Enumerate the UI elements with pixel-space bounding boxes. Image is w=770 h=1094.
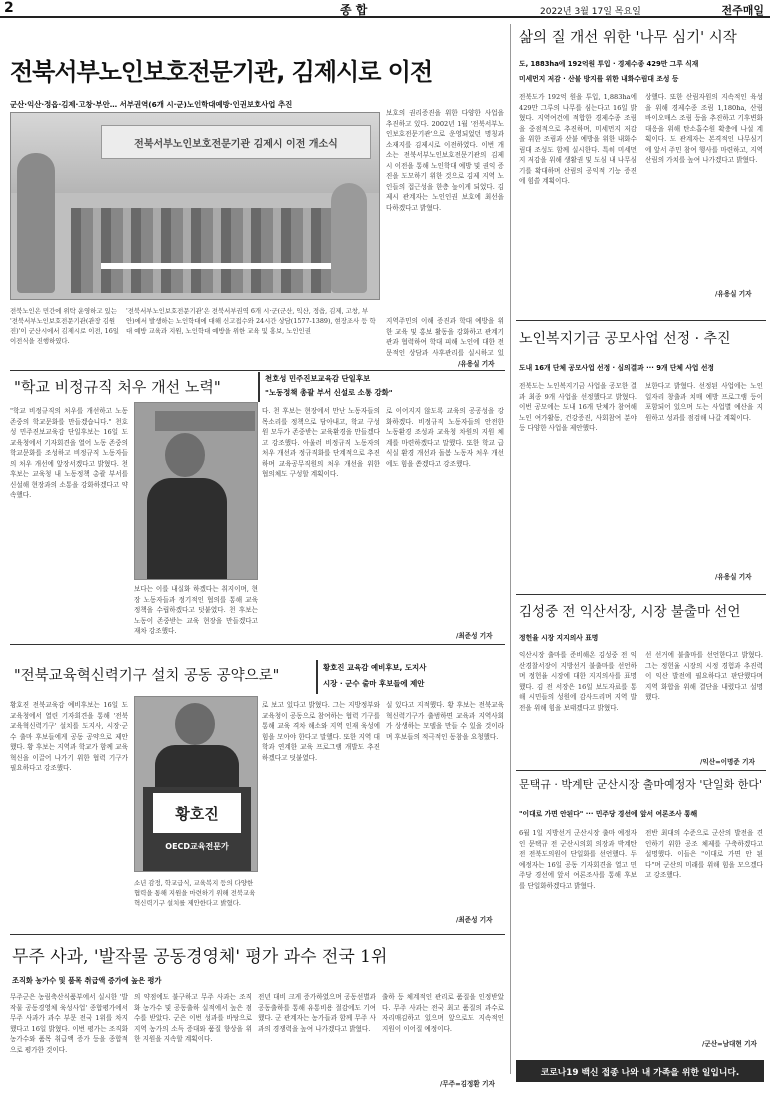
article-5-column-1: 황호진 전북교육감 예비후보는 16일 도교육청에서 열린 기자회견을 통해 '전북교육혁신력기구' 설치를 도지사, 시장·군수 출마 후보들에게 공동 공약으로 제안했다. 황 후보는 지역과 학교가 함께 교육혁신을 이끌어 나가기 위한 협력 기구가 필요하다고 강조했다. [10,701,128,772]
article-5-tag-line-1: 황호진 교육감 예비후보, 도지사 [323,663,427,672]
podium [143,787,251,871]
article-3-quote-headline: "학교 비정규직 처우 개선 노력" [14,378,221,396]
article-6-column-2: 전반 최대의 수준으로 군산의 발전을 견인하기 위한 공조 체제를 구축하겠다고 설명했다. 이들은 "이대로 가면 안 된다"며 군산의 미래를 위해 힘을 모으겠다고 강조했다. [645,829,763,879]
issue-date: 2022년 3월 17일 목요일 [540,7,641,17]
article-5-tag [316,660,504,694]
article-1-column-1: 보호의 권리증진을 위한 다양한 사업을 추진하고 있다. 2002년 1월 '전북서부노인보호전문기관'으로 운영되었던 명칭과 소재지를 김제시로 이전하였다. 이번 개소는 전북서부노인보호전문기관의 김제시 이전을 통해 노인학대 예방 및 권익 증진을 도모하기 위한 것으로 김제 지역 노인들의 접근성을 한층 높이게 되었다. 김제시 관계자는 노인인권 보호에 최선을 다하겠다고 밝혔다. [386,109,504,212]
article-7-headline: 무주 사과, '발작물 공동경영체' 평가 과수 전국 1위 [12,947,388,967]
article-6-headline: 문택규 · 박계탄 군산시장 출마예정자 '단일화 한다' [519,778,763,791]
vaccine-psa-banner: 코로나19 백신 접종 나와 내 가족을 위한 일입니다. [516,1060,764,1082]
candidate-name-sign: 황호진 [153,793,241,833]
page-number: 2 [4,0,14,16]
masthead [0,0,770,18]
article-3-portrait [134,402,258,580]
article-3-column-3: 로 이어지지 않도록 교육의 공공성을 강화하겠다. 비정규직 노동자들의 안전한 노동환경 조성과 교육청 차원의 지원 체계를 마련하겠다고 말했다. 또한 학교 급식실 환경 개선과 돌봄 노동자 처우 개선에도 힘을 쏟겠다고 강조했다. [386,407,504,468]
article-3-column-4: 보다는 이를 내실화 하겠다는 취지이며, 현장 노동자들과 정기적인 협의를 통해 교육정책을 수립하겠다고 덧붙였다. 천 후보는 노동이 존중받는 교육 현장을 만들겠다고 재차 강조했다. [134,585,258,634]
article-2-sub-2: 미세먼지 저감 · 산불 방지를 위한 내화수림대 조성 등 [519,75,679,83]
article-5-column-3: 실 있다고 지적했다. 황 후보는 전북교육혁신력기구가 출범하면 교육과 지역사회가 상생하는 모델을 만들 수 있을 것이라며 후보들의 적극적인 동참을 요청했다. [386,701,504,741]
paper-name: 전주매일 [721,4,764,17]
backdrop-sign [155,411,255,431]
mascot-figure-2 [331,183,367,293]
article-3-tag-line-2: "노동정책 총괄 부서 신설로 소통 강화" [265,388,393,397]
article-3-column-2: 다. 천 후보는 현장에서 만난 노동자들의 목소리를 정책으로 담아내고, 학교 구성원 모두가 존중받는 교육환경을 만들겠다고 강조했다. 아울러 비정규직 노동자의 처우 개선과 정규직화를 단계적으로 추진하며 교육공무직원의 처우 개선을 위한 협의체도 구성할 계획이다. [262,407,380,478]
article-7-column-4: 출하 등 체계적인 관리로 품질을 인정받았다. 무주 사과는 전국 최고 품질의 과수로 자리매김하고 있으며 앞으로도 지속적인 지원이 이어질 예정이다. [382,993,504,1033]
article-7-column-2: 의 약점에도 불구하고 무주 사과는 조직화 농가수 및 공동출하 실적에서 높은 점수를 받았다. 군은 이번 성과를 바탕으로 지역 농가의 소득 증대와 품질 향상을 위한 지원을 지속할 계획이다. [134,993,252,1043]
article-3-column-1: "학교 비정규직의 처우를 개선하고 노동 존중의 학교문화를 만들겠습니다." 천호성 민주진보교육감 단일후보는 16일 도교육청에서 기자회견을 열어 노동 존중의 학교문화를 조성하고 비정규직 노동자들의 처우 개선에 앞장서겠다고 밝혔다. 천 후보는 교육청 내 노동정책 총괄 부서를 신설해 현장과의 소통을 강화하겠다고 약속했다. [10,407,128,499]
attendees-group [71,208,331,293]
article-8-headline: 노인복지기금 공모사업 선정 · 추진 [519,331,731,347]
portrait-body [147,478,227,580]
portrait-body [155,745,239,787]
article-1-column-2: 지역주민의 이해 증진과 학대 예방을 위한 교육 및 홍보 활동을 강화하고 관계기관과 협력하여 학대 피해 노인에 대한 전문적인 상담과 사후관리를 실시하고 있 [386,317,504,356]
article-8-column-1: 전북도는 노인복지기금 사업을 공모한 결과 최종 9개 사업을 선정했다고 밝혔다. 이번 공모에는 도내 16개 단체가 참여해 노인 여가활동, 건강증진, 사회참여 분야 등 다양한 사업을 제안했다. [519,382,637,432]
article-2-sub-1: 도, 1883ha에 192억원 투입 · 경제수종 429만 그루 식재 [519,60,699,68]
article-2-headline: 삶의 질 개선 위한 '나무 심기' 시작 [519,30,737,46]
article-5-tag-line-2: 시장 · 군수 출마 후보들에 제안 [323,679,425,688]
article-7-byline: /무주=김정환 기자 [440,1080,495,1088]
ribbon [101,263,331,269]
mascot-figure [17,153,55,293]
article-1-byline: /유용실 기자 [458,360,495,368]
article-6-subheadline: "이대로 가면 안된다" ··· 민주당 경선에 앞서 여론조사 통해 [519,810,698,818]
article-7-subheadline: 조직화 농가수 및 품목 취급액 증가에 높은 평가 [12,976,162,985]
article-5-quote-headline: "전북교육혁신력기구 설치 공동 공약으로" [14,668,280,684]
section-name: 종 합 [340,3,368,17]
article-5-column-2: 로 보고 있다고 밝혔다. 그는 지방정부와 교육청이 공동으로 참여하는 협력 기구를 통해 교육 격차 해소와 지역 인재 육성에 힘을 모아야 한다고 말했다. 또한 지역 대학과 연계한 교육 프로그램 개발도 추진하겠다고 덧붙였다. [262,701,380,762]
article-1-caption: 전북노인은 민간에 위탁 운영하고 있는 '전북서부노인보호전문기관(관장 김원진)'이 군산시에서 김제시로 이전, 16일 이전식을 진행하였다. [10,307,119,345]
article-1-caption-2: '전북서부노인보호전문기관'은 전북서부권역 6개 시·군(군산, 익산, 정읍, 김제, 고창, 부안)에서 발생하는 노인학대에 대해 신고접수와 24시간 상담(1577-1389), 현장조사 등 학대 예방 교육과 지원, 노인학대 예방을 위한 교육 및 홍보, 노인인권 [126,307,376,335]
portrait-head [165,433,205,477]
podium-label: OECD교육전문가 [165,842,229,851]
article-7-column-1: 무주군은 농림축산식품부에서 실시한 '발작물 공동경영체 육성사업' 종합평가에서 무주 사과가 과수 부문 전국 1위를 차지했다고 16일 밝혔다. 이번 평가는 조직화 농가수와 품목 취급액 증가 등을 종합적으로 평가한 것이다. [10,993,128,1054]
portrait-head [175,703,215,745]
article-6-byline: /군산=남대현 기자 [702,1040,757,1048]
article-4-headline: 김성중 전 익산서장, 시장 불출마 선언 [519,604,741,620]
article-8-subheadline: 도내 16개 단체 공모사업 선정 · 심의결과 ··· 9개 단체 사업 선정 [519,364,714,372]
article-3-byline: /최준성 기자 [456,632,493,640]
article-4-byline: /익산=이명준 기자 [700,758,755,766]
article-5-byline: /최준성 기자 [456,916,493,924]
article-4-column-1: 익산시장 출마를 준비해온 김성중 전 익산경찰서장이 지방선거 불출마를 선언하며 정헌율 시장에 대한 지지의사를 표명했다. 김 전 서장은 16일 보도자료를 통해 시민들의 성원에 감사드리며 지역 발전을 위해 힘을 보태겠다고 밝혔다. [519,651,637,712]
article-2-byline: /유용실 기자 [715,290,752,298]
article-7-column-3: 전년 대비 크게 증가하였으며 공동선별과 공동출하를 통해 유통비용 절감에도 기여했다. 군 관계자는 농가들과 함께 무주 사과의 경쟁력을 높여 나가겠다고 밝혔다. [258,993,376,1033]
article-4-column-2: 선 선거에 불출마를 선언한다고 밝혔다. 그는 정헌율 시장의 시정 경험과 추진력이 익산 발전에 필요하다고 판단했다며 지역 화합을 위해 결단을 내렸다고 설명했다. [645,651,763,701]
article-1-headline: 전북서부노인보호전문기관, 김제시로 이전 [10,58,433,86]
article-1-subheadline: 군산·익산·정읍·김제·고창·부안… 서부권역(6개 시·군)노인학대예방·인권보호사업 추진 [10,100,293,109]
article-5-caption: 소년 감정, 학교급식, 교육복지 등의 다양한 협력을 통해 지원을 마련하기 위해 전북교육혁신력기구 설치를 제안한다고 밝혔다. [134,879,256,907]
article-1-photo [10,112,380,300]
article-4-subheadline: 정헌율 시장 지지의사 표명 [519,634,599,642]
article-5-portrait [134,696,258,872]
article-3-tag [258,372,503,402]
article-8-byline: /유용실 기자 [715,573,752,581]
article-8-column-2: 보한다고 밝혔다. 선정된 사업에는 노인 일자리 창출과 치매 예방 프로그램 등이 포함되어 있으며 도는 사업별 예산을 지원하고 성과를 점검해 나갈 계획이다. [645,382,763,422]
article-3-tag-line-1: 천호성 민주진보교육감 단일후보 [265,374,371,383]
article-2-column-1: 전북도가 192억 원을 투입, 1,883ha에 429만 그루의 나무를 심는다고 16일 밝혔다. 지역여건에 적합한 경제수종 조림을 중점적으로 추진하며, 미세먼지 저감을 위한 조림과 산불 예방을 위한 내화수림대 조성도 함께 실시한다. 특히 미세먼지 저감을 위해 생활권 및 도심 내 나무심기를 확대하며 산림의 공익적 기능 증진에 힘쓸 계획이다. [519,93,637,185]
opening-banner: 전북서부노인보호전문기관 김제시 이전 개소식 [101,125,371,159]
article-2-column-2: 상했다. 또한 산림자원의 지속적인 육성을 위해 경제수종 조림 1,180ha, 산림 바이오매스 조림 등을 추진하고 기후변화 대응을 위해 탄소흡수원 확충에 나설 계획이다. 도 관계자는 본격적인 나무심기에 앞서 주민 참여 행사를 마련하고, 지역 산림의 가치를 높여 나가겠다고 밝혔다. [645,93,763,164]
article-6-column-1: 6월 1일 지방선거 군산시장 출마 예정자인 문택규 전 군산시의회 의장과 박계탄 전 전북도의원이 단일화를 선언했다. 두 예정자는 16일 공동 기자회견을 열고 민주당 경선에 앞서 여론조사를 통해 후보를 단일화하겠다고 밝혔다. [519,829,637,890]
